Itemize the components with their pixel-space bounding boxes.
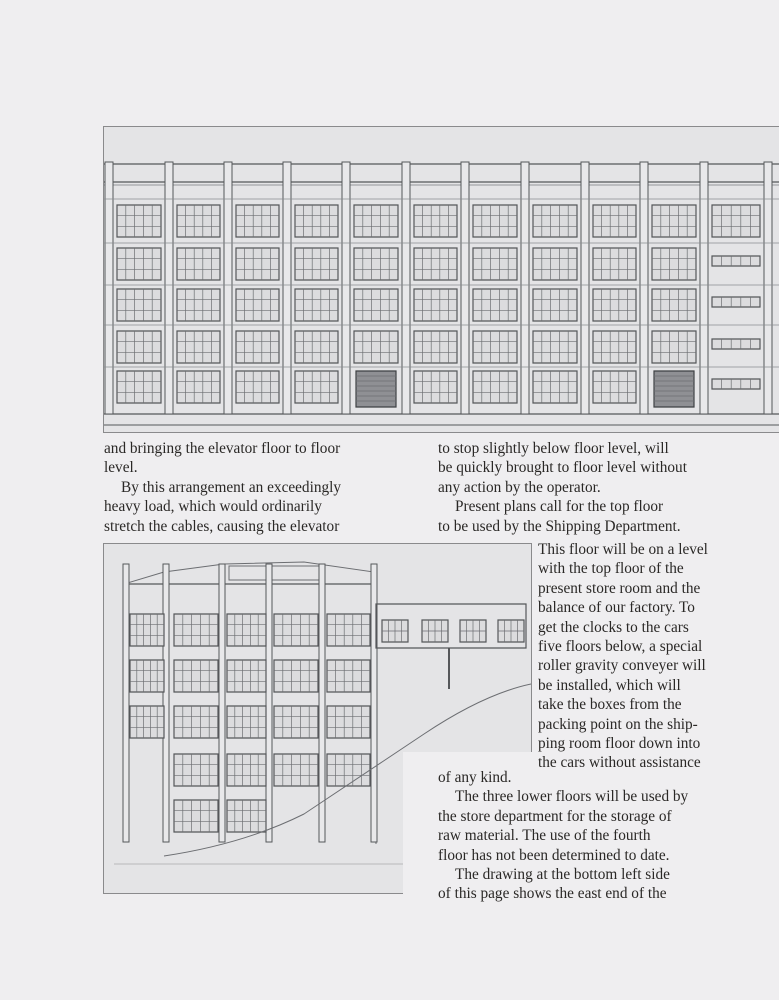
text-line: ping room floor down into: [538, 735, 701, 753]
text-line: take the boxes from the: [538, 696, 682, 714]
text-line: floor has not been determined to date.: [438, 846, 670, 864]
text-line: be quickly brought to floor level without: [438, 459, 687, 477]
text-column-wrap: [538, 540, 743, 773]
text-line: get the clocks to the cars: [538, 618, 689, 636]
paragraph: [438, 865, 743, 904]
paragraph: [438, 768, 743, 787]
paragraph: [438, 787, 743, 865]
text-line: The three lower floors will be used by: [455, 788, 689, 806]
text-line: This floor will be on a level: [538, 541, 708, 558]
text-line: present store room and the: [538, 579, 701, 597]
building-elevation-drawing: [103, 126, 779, 433]
text-column-right-bottom: [438, 768, 743, 904]
paragraph: [104, 439, 408, 478]
text-line: Present plans call for the top floor: [455, 498, 664, 516]
text-line: be installed, which will: [538, 676, 681, 694]
paragraph: [104, 478, 408, 536]
text-line: and bringing the elevator floor to floor: [104, 440, 341, 457]
text-line: five floors below, a special: [538, 638, 703, 656]
text-line: to stop slightly below floor level, will: [438, 440, 669, 457]
text-line: to be used by the Shipping Department.: [438, 517, 681, 535]
text-line: the cars without assistance: [538, 754, 701, 772]
text-line: stretch the cables, causing the elevator: [104, 517, 340, 535]
text-line: raw material. The use of the fourth: [438, 827, 651, 845]
text-line: heavy load, which would ordinarily: [104, 498, 322, 516]
text-line: By this arrangement an exceedingly: [121, 478, 342, 496]
paragraph: [438, 497, 743, 536]
text-line: The drawing at the bottom left side: [455, 866, 670, 884]
text-line: balance of our factory. To: [538, 599, 695, 617]
paragraph: [438, 439, 743, 497]
elevation-drawing-icon: [104, 127, 779, 432]
paragraph: [538, 540, 743, 773]
text-column-right: [438, 439, 743, 536]
text-line: level.: [104, 459, 138, 477]
text-line: the store department for the storage of: [438, 807, 672, 825]
text-line: packing point on the ship-: [538, 715, 698, 733]
text-line: of this page shows the east end of the: [438, 885, 667, 903]
text-line: with the top floor of the: [538, 560, 684, 578]
text-line: any action by the operator.: [438, 478, 601, 496]
text-line: roller gravity conveyer will: [538, 657, 706, 675]
text-column-left: [104, 439, 408, 536]
text-line: of any kind.: [438, 769, 512, 786]
